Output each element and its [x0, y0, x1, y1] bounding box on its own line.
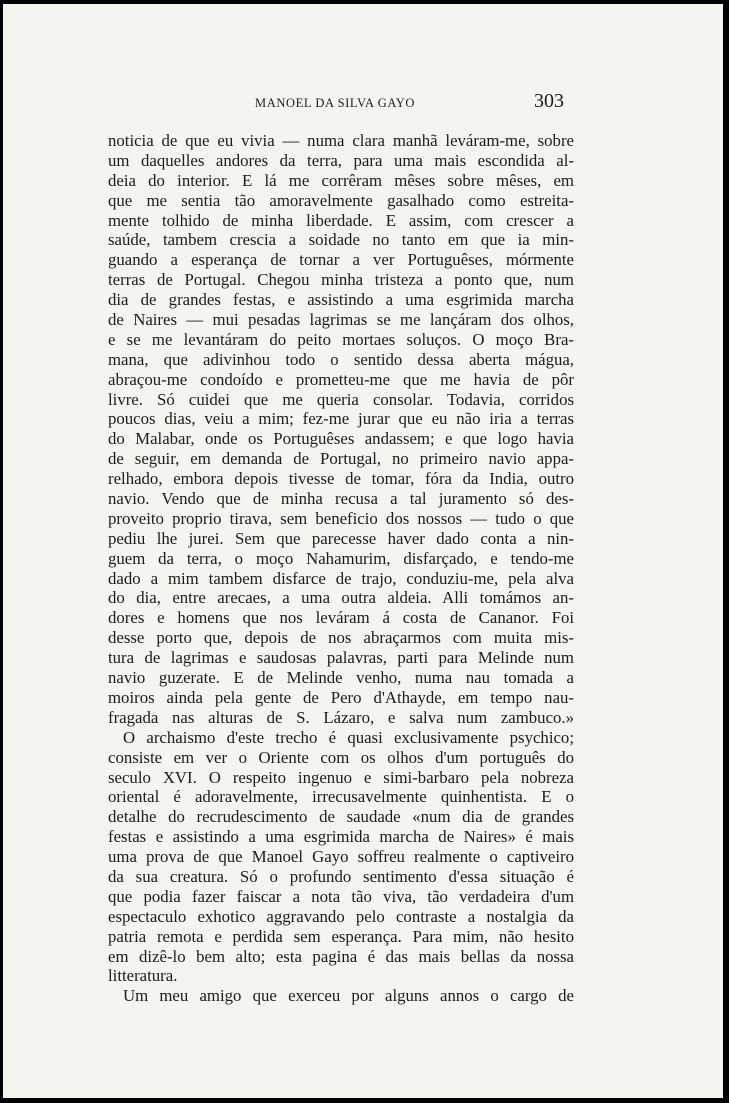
text-line: guando a esperança de tornar a ver Portuguêses, mórmente: [108, 250, 574, 270]
text-line: tura de lagrimas e saudosas palavras, parti para Melinde num: [108, 648, 574, 668]
page-number: 303: [534, 90, 564, 112]
text-line: de Naires — mui pesadas lagrimas se me lançáram dos olhos,: [108, 310, 574, 330]
text-line: noticia de que eu vivia — numa clara manhã leváram-me, sobre: [108, 131, 574, 150]
text-line: saúde, tambem crescia a soidade no tanto em que ia min-: [108, 230, 574, 250]
book-page: [3, 4, 723, 1098]
text-line: relhado, embora depois tivesse de tomar, fóra da India, outro: [108, 469, 574, 489]
text-line: livre. Só cuidei que me queria consolar. Todavia, corridos: [108, 389, 574, 409]
text-line: do dia, entre arecaes, a uma outra aldeia. Alli tomámos an-: [108, 588, 574, 608]
text-line: desse porto que, depois de nos abraçarmos com muita mis-: [108, 628, 574, 648]
text-line: que podia fazer faiscar a nota tão viva, tão verdadeira d'um: [108, 886, 574, 906]
text-line: do Malabar, onde os Portuguêses andassem; e que logo havia: [108, 429, 574, 449]
text-line: uma prova de que Manoel Gayo soffreu realmente o captiveiro: [108, 847, 574, 867]
text-line: Um meu amigo que exerceu por alguns annos o cargo de: [123, 986, 574, 1006]
text-line: oriental é adoravelmente, irrecusavelmente quinhentista. E o: [108, 787, 574, 807]
text-line: um daquelles andores da terra, para uma mais escondida al-: [108, 150, 574, 170]
page-header: [3, 90, 723, 116]
text-line: dia de grandes festas, e assistindo a uma esgrimida marcha: [108, 290, 574, 310]
text-line: dores e homens que nos leváram á costa de Cananor. Foi: [108, 608, 574, 628]
text-line: mente tolhido de minha liberdade. E assim, com crescer a: [108, 210, 574, 230]
body-text: [108, 131, 574, 1006]
text-line: detalhe do recrudescimento de saudade «num dia de grandes: [108, 807, 574, 827]
text-line: consiste em ver o Oriente com os olhos d'um português do: [108, 747, 574, 767]
text-line: fragada nas alturas de S. Lázaro, e salva num zambuco.»: [108, 707, 574, 727]
text-line: seculo XVI. O respeito ingenuo e simi-barbaro pela nobreza: [108, 767, 574, 787]
text-line: de seguir, em demanda de Portugal, no primeiro navio appa-: [108, 449, 574, 469]
text-line: abraçou-me condoído e prometteu-me que me havia de pôr: [108, 369, 574, 389]
text-line: guem da terra, o moço Nahamurim, disfarçado, e tendo-me: [108, 548, 574, 568]
text-line: festas e assistindo a uma esgrimida marcha de Naires» é mais: [108, 827, 574, 847]
text-line: em dizê-lo bem alto; esta pagina é das mais bellas da nossa: [108, 946, 574, 966]
text-line: pediu lhe jurei. Sem que parecesse haver dado conta a nin-: [108, 528, 574, 548]
text-line: terras de Portugal. Chegou minha tristeza a ponto que, num: [108, 270, 574, 290]
text-line: O archaismo d'este trecho é quasi exclusivamente psychico;: [123, 727, 574, 747]
text-line: proveito proprio tirava, sem beneficio dos nossos — tudo o que: [108, 508, 574, 528]
running-title: MANOEL DA SILVA GAYO: [255, 96, 416, 110]
text-line: espectaculo exhotico aggravando pelo contraste a nostalgia da: [108, 906, 574, 926]
text-line: mana, que adivinhou todo o sentido dessa aberta mágua,: [108, 349, 574, 369]
text-line: que me sentia tão amoravelmente gasalhado como estreita-: [108, 190, 574, 210]
text-line: da sua creatura. Só o profundo sentimento d'essa situação é: [108, 866, 574, 886]
text-line: deia do interior. E lá me corrêram mêses sobre mêses, em: [108, 170, 574, 190]
text-line: navio guzerate. E de Melinde venho, numa nau tomada a: [108, 668, 574, 688]
text-line: e se me levantáram do peito mortaes soluços. O moço Bra-: [108, 329, 574, 349]
text-line: litteratura.: [108, 966, 178, 986]
text-line: poucos dias, veiu a mim; fez-me jurar que eu não iria a terras: [108, 409, 574, 429]
text-line: patria remota e perdida sem esperança. Para mim, não hesito: [108, 926, 574, 946]
text-line: moiros ainda pela gente de Pero d'Athayde, em tempo nau-: [108, 687, 574, 707]
text-line: dado a mim tambem disfarce de trajo, conduziu-me, pela alva: [108, 568, 574, 588]
text-line: navio. Vendo que de minha recusa a tal juramento só des-: [108, 489, 574, 509]
